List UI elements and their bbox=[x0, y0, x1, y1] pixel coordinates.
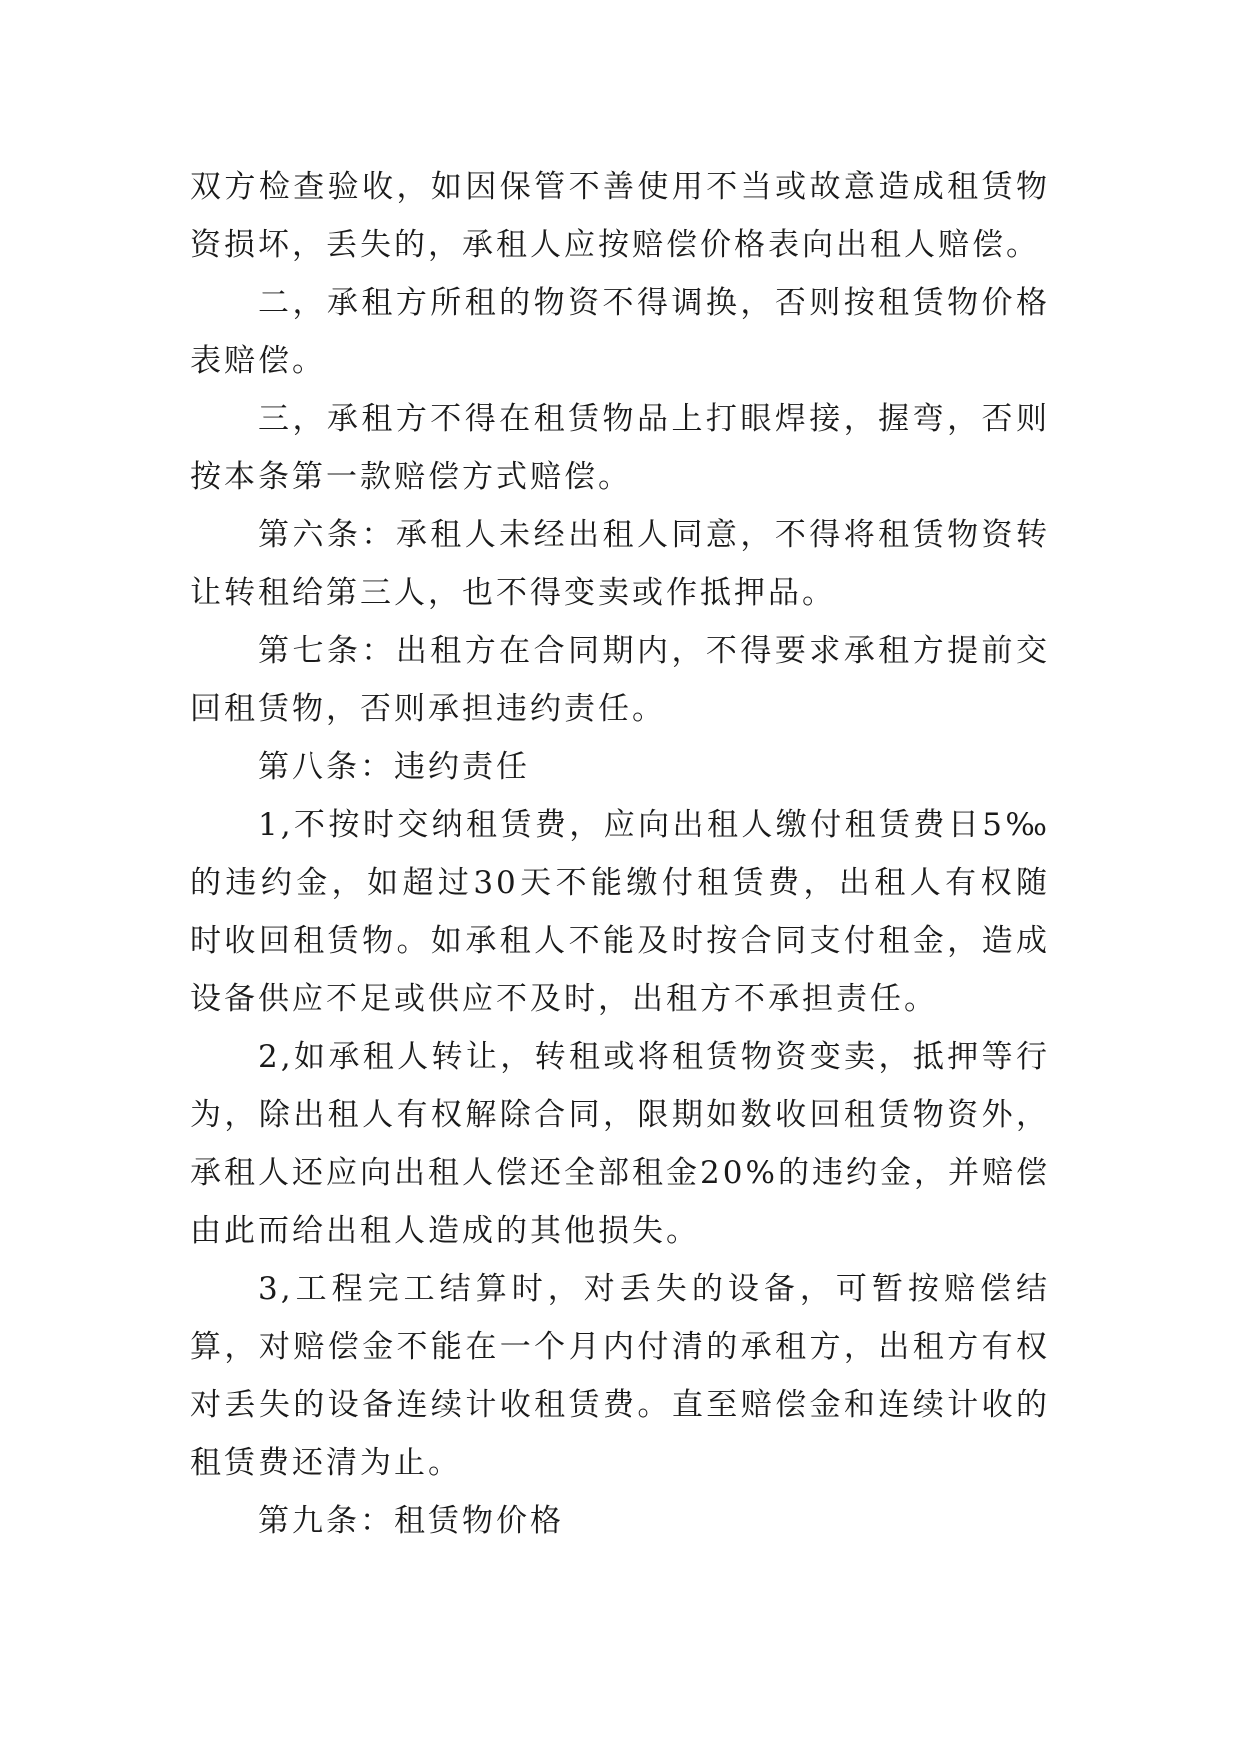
heading-article-8: 第八条：违约责任 bbox=[258, 749, 530, 785]
paragraph-liability-3: 3,工程完工结算时，对丢失的设备，可暂按赔偿结算，对赔偿金不能在一个月内付清的承租方，出租方有权对丢失的设备连续计收租赁费。直至赔偿金和连续计收的租赁费还清为止。 bbox=[190, 1271, 1050, 1481]
paragraph-clause-3: 三，承租方不得在租赁物品上打眼焊接，握弯，否则按本条第一款赔偿方式赔偿。 bbox=[190, 401, 1050, 495]
heading-article-9: 第九条：租赁物价格 bbox=[258, 1503, 564, 1539]
paragraph-clause-2: 二，承租方所租的物资不得调换，否则按租赁物价格表赔偿。 bbox=[190, 285, 1050, 379]
paragraph-liability-2: 2,如承租人转让，转租或将租赁物资变卖，抵押等行为，除出租人有权解除合同，限期如数收回租赁物资外，承租人还应向出租人偿还全部租金20%的违约金，并赔偿由此而给出租人造成的其他损失。 bbox=[190, 1039, 1050, 1249]
paragraph-inspection-continued: 双方检查验收，如因保管不善使用不当或故意造成租赁物资损坏，丢失的，承租人应按赔偿价格表向出租人赔偿。 bbox=[190, 169, 1050, 263]
paragraph-article-6: 第六条：承租人未经出租人同意，不得将租赁物资转让转租给第三人，也不得变卖或作抵押品。 bbox=[190, 517, 1050, 611]
paragraph-liability-1: 1,不按时交纳租赁费，应向出租人缴付租赁费日5‰的违约金，如超过30天不能缴付租赁费，出租人有权随时收回租赁物。如承租人不能及时按合同支付租金，造成设备供应不足或供应不及时，出租方不承担责任。 bbox=[190, 807, 1050, 1017]
paragraph-article-7: 第七条：出租方在合同期内，不得要求承租方提前交回租赁物，否则承担违约责任。 bbox=[190, 633, 1050, 727]
document-body bbox=[190, 158, 1050, 1550]
